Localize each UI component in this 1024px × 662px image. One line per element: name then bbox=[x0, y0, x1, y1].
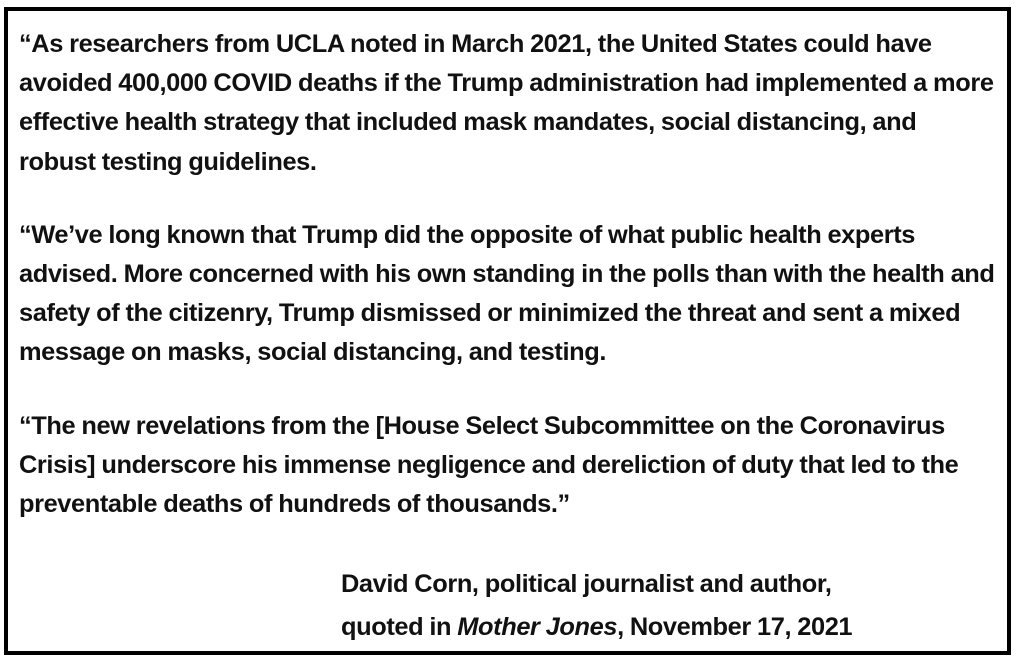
quote-paragraph-1: “As researchers from UCLA noted in March 2021, the United States could have avoided 400,000 COVID deaths if the Trump administration had implemented a more effective health strategy that included mask mandates, social distancing, and robust testing guidelines. bbox=[19, 30, 994, 176]
attribution-author: David Corn, political journalist and author, bbox=[341, 570, 832, 598]
attribution-prefix: quoted in bbox=[341, 613, 458, 641]
quote-box bbox=[4, 7, 1011, 655]
publication-name: Mother Jones bbox=[457, 613, 618, 641]
quote-paragraph-3: “The new revelations from the [House Select Subcommittee on the Coronavirus Crisis] underscore his immense negligence and dereliction of duty that led to the preventable deaths of hundreds of thousands.” bbox=[19, 411, 959, 519]
attribution-source bbox=[341, 606, 852, 649]
quote-paragraph-2: “We’ve long known that Trump did the opposite of what public health experts advised. More concerned with his own standing in the polls than with the health and safety of the citizenry, Trump dismissed or minimized the threat and sent a mixed message on masks, social distancing, and testing. bbox=[19, 220, 995, 367]
attribution bbox=[341, 563, 852, 649]
attribution-date: , November 17, 2021 bbox=[617, 613, 853, 641]
